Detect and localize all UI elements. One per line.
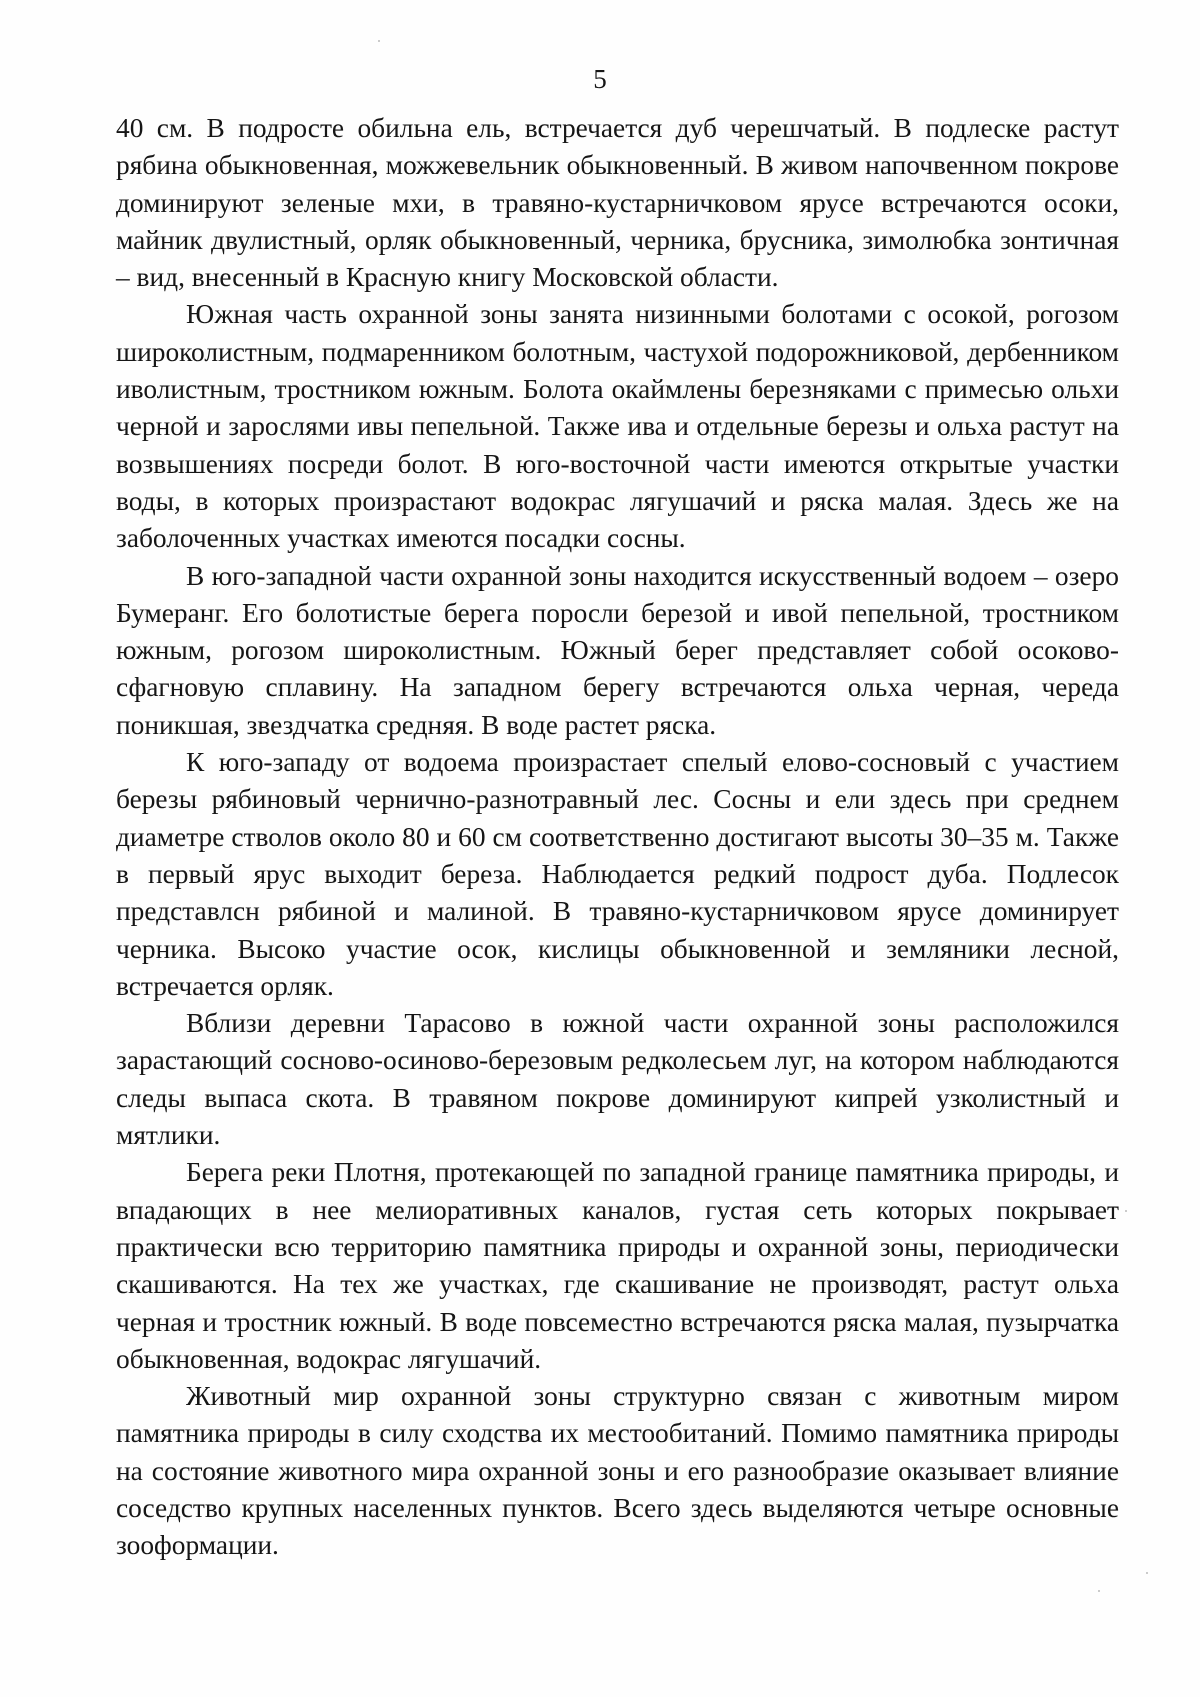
page-number: 5 bbox=[593, 64, 607, 94]
scan-speck bbox=[1098, 1590, 1100, 1592]
scan-speck bbox=[1125, 1210, 1127, 1212]
paragraph-3: В юго-западной части охранной зоны находится искусственный водоем – озеро Бумеранг. Его болотистые берега поросли березой и ивой пепельной, тростником южным, рогозом широколистным. Южный берег представляет собой осоково-сфагновую сплавину. На западном берегу встречаются ольха черная, череда поникшая, звездчатка средняя. В воде растет ряска. bbox=[116, 560, 1119, 740]
document-body bbox=[116, 110, 1119, 1565]
scan-speck bbox=[1146, 1572, 1148, 1574]
paragraph-6: Берега реки Плотня, протекающей по западной границе памятника природы, и впадающих в нее мелиоративных каналов, густая сеть которых покрывает практически всю территорию памятника природы и охранной зоны, периодически скашиваются. На тех же участках, где скашивание не производят, растут ольха черная и тростник южный. В воде повсеместно встречаются ряска малая, пузырчатка обыкновенная, водокрас лягушачий. bbox=[116, 1157, 1119, 1374]
paragraph-4: К юго-западу от водоема произрастает спелый елово-сосновый с участием березы рябиновый чернично-разнотравный лес. Сосны и ели здесь при среднем диаметре стволов около 80 и 60 см соответственно достигают высоты 30–35 м. Также в первый ярус выходит береза. Наблюдается редкий подрост дуба. Подлесок представлсн рябиной и малиной. В травяно-кустарничковом ярусе доминирует черника. Высоко участие осок, кислицы обыкновенной и земляники лесной, встречается орляк. bbox=[116, 747, 1119, 1001]
paragraph-5: Вблизи деревни Тарасово в южной части охранной зоны расположился зарастающий сосново-осиново-березовым редколесьем луг, на котором наблюдаются следы выпаса скота. В травяном покрове доминируют кипрей узколистный и мятлики. bbox=[116, 1008, 1119, 1151]
paragraph-1: 40 см. В подросте обильна ель, встречается дуб черешчатый. В подлеске растут рябина обыкновенная, можжевельник обыкновенный. В живом напочвенном покрове доминируют зеленые мхи, в травяно-кустарничковом ярусе встречаются осоки, майник двулистный, орляк обыкновенный, черника, брусника, зимолюбка зонтичная – вид, внесенный в Красную книгу Московской области. bbox=[116, 113, 1119, 293]
scan-speck bbox=[378, 40, 380, 42]
paragraph-2: Южная часть охранной зоны занята низинными болотами с осокой, рогозом широколистным, подмаренником болотным, частухой подорожниковой, дербенником иволистным, тростником южным. Болота окаймлены березняками с примесью ольхи черной и зарослями ивы пепельной. Также ива и отдельные березы и ольха растут на возвышениях посреди болот. В юго-восточной части имеются открытые участки воды, в которых произрастают водокрас лягушачий и ряска малая. Здесь же на заболоченных участках имеются посадки сосны. bbox=[116, 299, 1119, 554]
paragraph-7: Животный мир охранной зоны структурно связан с животным миром памятника природы в силу сходства их местообитаний. Помимо памятника природы на состояние животного мира охранной зоны и его разнообразие оказывает влияние соседство крупных населенных пунктов. Всего здесь выделяются четыре основные зооформации. bbox=[116, 1381, 1119, 1561]
